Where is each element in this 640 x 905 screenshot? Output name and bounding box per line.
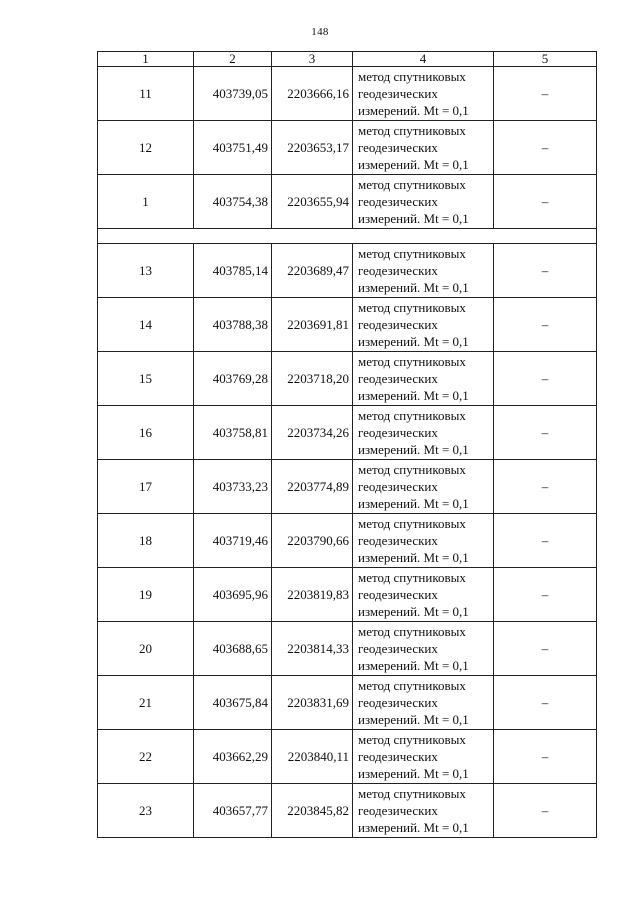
method-line-2: геодезических: [358, 749, 438, 764]
y-coordinate: 2203691,81: [272, 298, 353, 352]
method-line-3: измерений. Mt = 0,1: [358, 442, 469, 457]
note-cell: –: [494, 514, 597, 568]
header-row: [98, 52, 597, 67]
x-coordinate: 403739,05: [194, 67, 272, 121]
point-number: 16: [98, 406, 194, 460]
method-line-2: геодезических: [358, 140, 438, 155]
point-number: 18: [98, 514, 194, 568]
method-line-2: геодезических: [358, 803, 438, 818]
point-number: 12: [98, 121, 194, 175]
y-coordinate: 2203653,17: [272, 121, 353, 175]
point-number: 1: [98, 175, 194, 229]
method-line-2: геодезических: [358, 695, 438, 710]
header-col-4: 4: [353, 52, 494, 67]
method-line-1: метод спутниковых: [358, 246, 466, 261]
method-description: [353, 730, 494, 784]
x-coordinate: 403754,38: [194, 175, 272, 229]
x-coordinate: 403751,49: [194, 121, 272, 175]
table-row: [98, 121, 597, 175]
table-row: [98, 352, 597, 406]
y-coordinate: 2203666,16: [272, 67, 353, 121]
header-col-3: 3: [272, 52, 353, 67]
method-line-1: метод спутниковых: [358, 732, 466, 747]
separator-cell: [98, 229, 597, 244]
method-line-3: измерений. Mt = 0,1: [358, 658, 469, 673]
note-cell: –: [494, 406, 597, 460]
method-line-2: геодезических: [358, 194, 438, 209]
point-number: 19: [98, 568, 194, 622]
x-coordinate: 403657,77: [194, 784, 272, 838]
note-cell: –: [494, 676, 597, 730]
table-row: [98, 244, 597, 298]
y-coordinate: 2203845,82: [272, 784, 353, 838]
method-line-1: метод спутниковых: [358, 354, 466, 369]
point-number: 17: [98, 460, 194, 514]
table-row: [98, 298, 597, 352]
method-description: [353, 406, 494, 460]
method-description: [353, 784, 494, 838]
method-line-2: геодезических: [358, 479, 438, 494]
method-description: [353, 622, 494, 676]
method-line-3: измерений. Mt = 0,1: [358, 766, 469, 781]
method-description: [353, 121, 494, 175]
method-line-1: метод спутниковых: [358, 624, 466, 639]
method-line-2: геодезических: [358, 587, 438, 602]
point-number: 22: [98, 730, 194, 784]
x-coordinate: 403785,14: [194, 244, 272, 298]
method-line-2: геодезических: [358, 371, 438, 386]
note-cell: –: [494, 568, 597, 622]
note-cell: –: [494, 175, 597, 229]
header-col-1: 1: [98, 52, 194, 67]
header-col-2: 2: [194, 52, 272, 67]
y-coordinate: 2203774,89: [272, 460, 353, 514]
y-coordinate: 2203655,94: [272, 175, 353, 229]
method-line-3: измерений. Mt = 0,1: [358, 103, 469, 118]
point-number: 21: [98, 676, 194, 730]
method-line-3: измерений. Mt = 0,1: [358, 604, 469, 619]
y-coordinate: 2203734,26: [272, 406, 353, 460]
table-row: [98, 784, 597, 838]
y-coordinate: 2203840,11: [272, 730, 353, 784]
method-line-3: измерений. Mt = 0,1: [358, 550, 469, 565]
coordinates-table: [97, 51, 597, 838]
method-description: [353, 298, 494, 352]
method-description: [353, 514, 494, 568]
y-coordinate: 2203689,47: [272, 244, 353, 298]
point-number: 14: [98, 298, 194, 352]
note-cell: –: [494, 121, 597, 175]
method-description: [353, 175, 494, 229]
point-number: 20: [98, 622, 194, 676]
method-line-3: измерений. Mt = 0,1: [358, 211, 469, 226]
method-line-3: измерений. Mt = 0,1: [358, 712, 469, 727]
method-description: [353, 460, 494, 514]
method-line-2: геодезических: [358, 533, 438, 548]
note-cell: –: [494, 244, 597, 298]
point-number: 11: [98, 67, 194, 121]
x-coordinate: 403788,38: [194, 298, 272, 352]
table-row: [98, 175, 597, 229]
method-line-2: геодезических: [358, 86, 438, 101]
separator-row: [98, 229, 597, 244]
table-row: [98, 406, 597, 460]
header-col-5: 5: [494, 52, 597, 67]
method-line-3: измерений. Mt = 0,1: [358, 820, 469, 835]
table-row: [98, 568, 597, 622]
method-line-2: геодезических: [358, 641, 438, 656]
table-row: [98, 460, 597, 514]
y-coordinate: 2203790,66: [272, 514, 353, 568]
method-line-1: метод спутниковых: [358, 123, 466, 138]
x-coordinate: 403662,29: [194, 730, 272, 784]
point-number: 15: [98, 352, 194, 406]
method-description: [353, 568, 494, 622]
note-cell: –: [494, 730, 597, 784]
method-line-3: измерений. Mt = 0,1: [358, 496, 469, 511]
note-cell: –: [494, 67, 597, 121]
method-line-3: измерений. Mt = 0,1: [358, 388, 469, 403]
method-line-1: метод спутниковых: [358, 786, 466, 801]
method-line-2: геодезических: [358, 425, 438, 440]
method-description: [353, 244, 494, 298]
x-coordinate: 403695,96: [194, 568, 272, 622]
x-coordinate: 403675,84: [194, 676, 272, 730]
point-number: 13: [98, 244, 194, 298]
x-coordinate: 403733,23: [194, 460, 272, 514]
x-coordinate: 403758,81: [194, 406, 272, 460]
x-coordinate: 403719,46: [194, 514, 272, 568]
y-coordinate: 2203718,20: [272, 352, 353, 406]
method-line-2: геодезических: [358, 317, 438, 332]
method-line-3: измерений. Mt = 0,1: [358, 280, 469, 295]
note-cell: –: [494, 298, 597, 352]
table-row: [98, 622, 597, 676]
table-row: [98, 676, 597, 730]
note-cell: –: [494, 460, 597, 514]
method-description: [353, 67, 494, 121]
method-line-1: метод спутниковых: [358, 570, 466, 585]
x-coordinate: 403688,65: [194, 622, 272, 676]
method-line-2: геодезических: [358, 263, 438, 278]
method-line-3: измерений. Mt = 0,1: [358, 334, 469, 349]
point-number: 23: [98, 784, 194, 838]
table-row: [98, 514, 597, 568]
note-cell: –: [494, 352, 597, 406]
page-number: 148: [311, 26, 329, 38]
method-line-1: метод спутниковых: [358, 177, 466, 192]
method-line-1: метод спутниковых: [358, 516, 466, 531]
method-line-1: метод спутниковых: [358, 678, 466, 693]
note-cell: –: [494, 622, 597, 676]
table-row: [98, 730, 597, 784]
method-line-1: метод спутниковых: [358, 408, 466, 423]
y-coordinate: 2203819,83: [272, 568, 353, 622]
y-coordinate: 2203831,69: [272, 676, 353, 730]
x-coordinate: 403769,28: [194, 352, 272, 406]
method-line-1: метод спутниковых: [358, 300, 466, 315]
method-line-3: измерений. Mt = 0,1: [358, 157, 469, 172]
method-description: [353, 352, 494, 406]
method-line-1: метод спутниковых: [358, 462, 466, 477]
y-coordinate: 2203814,33: [272, 622, 353, 676]
method-line-1: метод спутниковых: [358, 69, 466, 84]
table-row: [98, 67, 597, 121]
note-cell: –: [494, 784, 597, 838]
method-description: [353, 676, 494, 730]
